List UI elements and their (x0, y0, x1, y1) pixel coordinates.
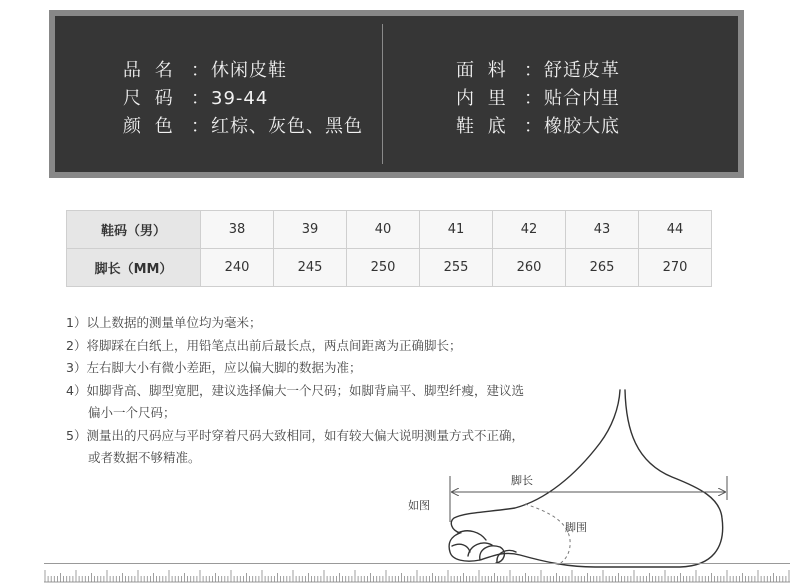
row-header: 脚长（MM） (67, 249, 201, 287)
note-text: 4）如脚背高、脚型宽肥，建议选择偏大一个尺码；如脚背扁平、脚型纤瘦，建议选 (66, 382, 524, 398)
table-cell: 240 (201, 249, 274, 287)
spec-label: 尺 码 (123, 88, 177, 109)
note-continuation: 偏小一个尺码； (88, 405, 176, 420)
row-header: 鞋码（男） (67, 211, 201, 249)
spec-colon: ： (191, 116, 209, 137)
spec-label: 鞋 底 (456, 116, 510, 137)
table-cell: 270 (639, 249, 712, 287)
table-cell: 44 (639, 211, 712, 249)
foot-outline (449, 390, 723, 567)
spec-value: 橡胶大底 (544, 116, 620, 137)
example-label: 如图 (408, 499, 430, 512)
spec-colon: ： (191, 60, 209, 81)
table-cell: 40 (347, 211, 420, 249)
table-cell: 38 (201, 211, 274, 249)
spec-colon: ： (191, 88, 209, 109)
spec-label: 品 名 (123, 60, 177, 81)
note-text: 3）左右脚大小有微小差距，应以偏大脚的数据为准； (66, 360, 362, 375)
note-continuation: 或者数据不够精准。 (88, 450, 201, 465)
table-cell: 41 (420, 211, 493, 249)
table-cell: 255 (420, 249, 493, 287)
spec-label: 颜 色 (123, 116, 177, 137)
note-text: 1）以上数据的测量单位均为毫米； (66, 315, 262, 330)
table-cell: 39 (274, 211, 347, 249)
table-cell: 265 (566, 249, 639, 287)
girth-curve (525, 504, 570, 565)
spec-value: 贴合内里 (544, 88, 620, 109)
spec-label: 面 料 (456, 60, 510, 81)
spec-value: 舒适皮革 (544, 60, 620, 81)
table-cell: 43 (566, 211, 639, 249)
spec-value: 39-44 (211, 88, 269, 109)
table-cell: 260 (493, 249, 566, 287)
table-cell: 250 (347, 249, 420, 287)
spec-label: 内 里 (456, 88, 510, 109)
spec-value: 红棕、灰色、黑色 (211, 116, 363, 137)
spec-value: 休闲皮鞋 (211, 60, 287, 81)
ruler-ticks (45, 570, 789, 582)
spec-colon: ： (524, 116, 542, 137)
table-cell: 42 (493, 211, 566, 249)
table-cell: 245 (274, 249, 347, 287)
girth-label: 脚围 (565, 521, 587, 534)
note-text: 5）测量出的尺码应与平时穿着尺码大致相同，如有较大偏大说明测量方式不正确， (66, 427, 524, 443)
length-label: 脚长 (511, 474, 533, 487)
spec-colon: ： (524, 60, 542, 81)
note-text: 2）将脚踩在白纸上，用铅笔点出前后最长点，两点间距离为正确脚长； (66, 337, 462, 353)
spec-colon: ： (524, 88, 542, 109)
measuring-ruler (44, 563, 790, 583)
